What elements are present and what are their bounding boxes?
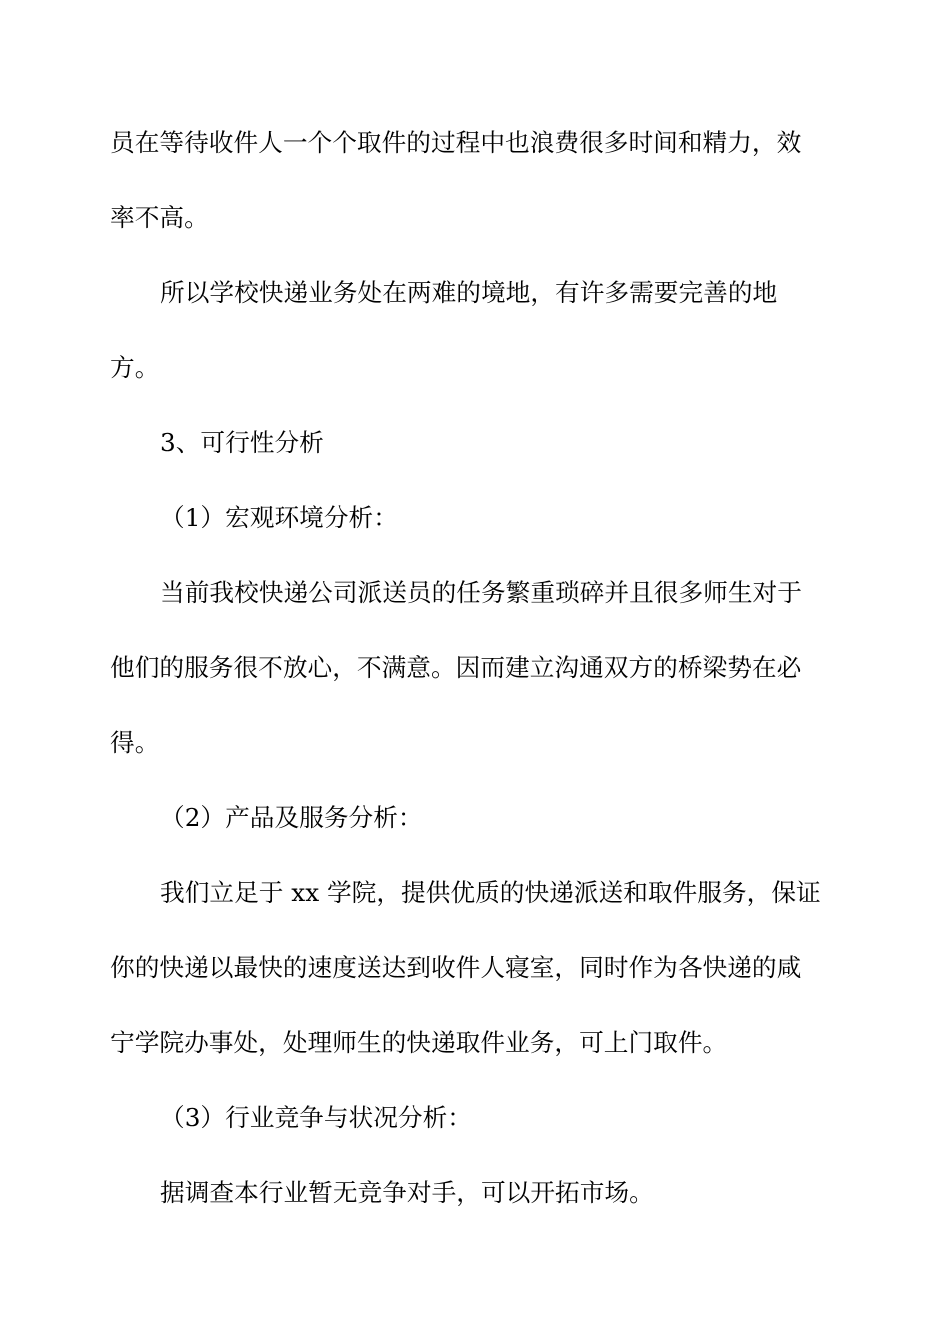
paragraph	[110, 105, 850, 255]
document-body	[110, 105, 850, 1230]
text-line: 员在等待收件人一个个取件的过程中也浪费很多时间和精力，效	[110, 128, 802, 157]
text-line: 方。	[110, 353, 160, 382]
paragraph	[110, 480, 850, 555]
text-line: 3、可行性分析	[160, 428, 324, 457]
text-line: （3）行业竞争与状况分析：	[160, 1103, 472, 1132]
paragraph	[110, 405, 850, 480]
text-line: 宁学院办事处，处理师生的快递取件业务，可上门取件。	[110, 1028, 728, 1057]
paragraph	[110, 855, 850, 1080]
paragraph	[110, 255, 850, 405]
text-line: 得。	[110, 728, 160, 757]
text-line: （1）宏观环境分析：	[160, 503, 398, 532]
paragraph	[110, 1155, 850, 1230]
text-line: （2）产品及服务分析：	[160, 803, 423, 832]
text-line: 你的快递以最快的速度送达到收件人寝室，同时作为各快递的咸	[110, 953, 802, 982]
text-line: 他们的服务很不放心，不满意。因而建立沟通双方的桥梁势在必	[110, 653, 802, 682]
text-line: 我们立足于 xx 学院，提供优质的快递派送和取件服务，保证	[160, 878, 821, 907]
paragraph	[110, 555, 850, 780]
text-line: 据调查本行业暂无竞争对手，可以开拓市场。	[160, 1178, 654, 1207]
text-line: 当前我校快递公司派送员的任务繁重琐碎并且很多师生对于	[160, 578, 802, 607]
paragraph	[110, 780, 850, 855]
paragraph	[110, 1080, 850, 1155]
text-line: 所以学校快递业务处在两难的境地，有许多需要完善的地	[160, 278, 778, 307]
text-line: 率不高。	[110, 203, 209, 232]
